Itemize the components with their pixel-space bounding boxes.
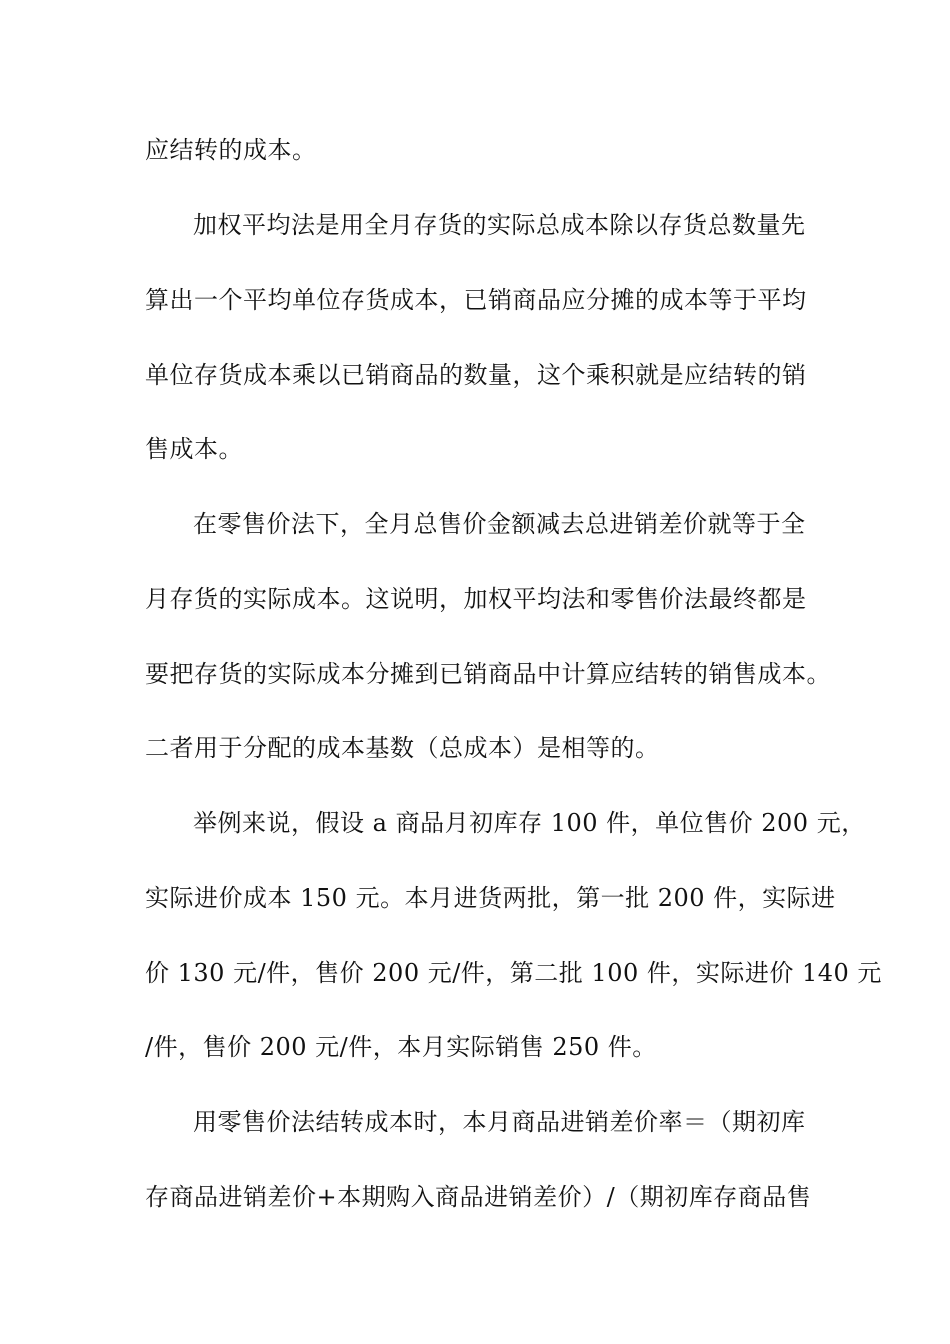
text-line: 算出一个平均单位存货成本，已销商品应分摊的成本等于平均 [145,286,807,314]
text-line: 价 130 元/件，售价 200 元/件，第二批 100 件，实际进价 140 元 [145,959,882,987]
text-line: 单位存货成本乘以已销商品的数量，这个乘积就是应结转的销 [145,361,807,389]
paragraph-first-line: 加权平均法是用全月存货的实际总成本除以存货总数量先 [193,211,806,239]
paragraph-first-line: 用零售价法结转成本时，本月商品进销差价率＝（期初库 [193,1108,806,1136]
text-line: 存商品进销差价+本期购入商品进销差价）/（期初库存商品售 [145,1183,812,1211]
text-line: 要把存货的实际成本分摊到已销商品中计算应结转的销售成本。 [145,660,831,688]
text-line: 月存货的实际成本。这说明，加权平均法和零售价法最终都是 [145,585,807,613]
text-line: /件，售价 200 元/件，本月实际销售 250 件。 [145,1033,657,1061]
paragraph-first-line: 在零售价法下，全月总售价金额减去总进销差价就等于全 [193,510,806,538]
text-line: 二者用于分配的成本基数（总成本）是相等的。 [145,734,660,762]
paragraph-first-line: 举例来说，假设 a 商品月初库存 100 件，单位售价 200 元， [193,809,866,837]
text-line: 应结转的成本。 [145,136,317,164]
text-line: 实际进价成本 150 元。本月进货两批，第一批 200 件，实际进 [145,884,836,912]
text-line: 售成本。 [145,435,243,463]
